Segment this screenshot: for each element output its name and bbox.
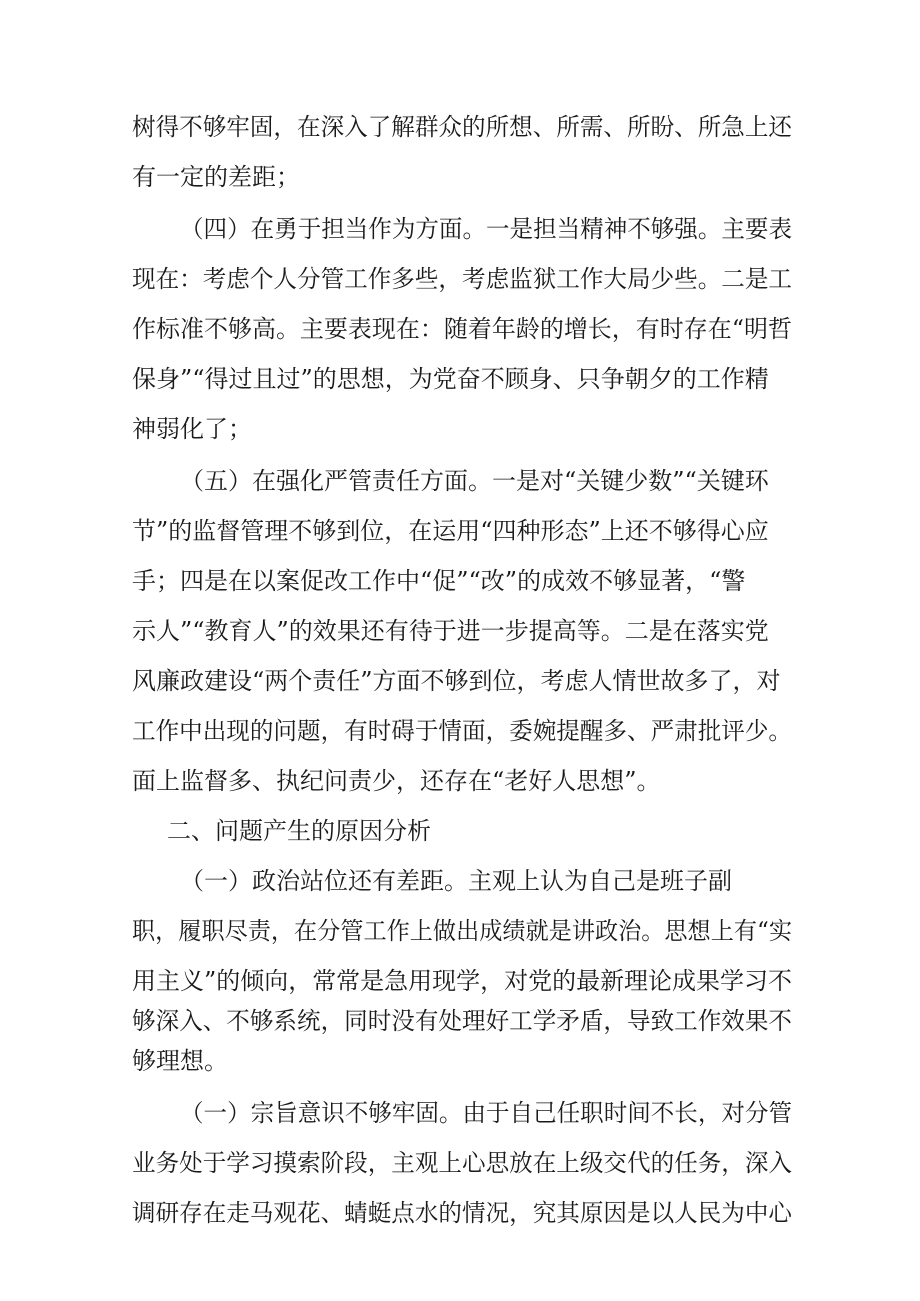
text-line: （四）在勇于担当作为方面。一是担当精神不够强。主要表 xyxy=(180,215,792,243)
text-line: 够理想。 xyxy=(132,1047,228,1075)
text-line: 神弱化了； xyxy=(132,415,252,443)
text-line: 职，履职尽责，在分管工作上做出成绩就是讲政治。思想上有“实 xyxy=(132,917,792,945)
text-line: （一）宗旨意识不够牢固。由于自己任职时间不长，对分管 xyxy=(180,1099,792,1127)
text-line: 有一定的差距； xyxy=(132,163,300,191)
text-line: 现在：考虑个人分管工作多些，考虑监狱工作大局少些。二是工 xyxy=(132,265,792,293)
text-line: 保身”“得过且过”的思想，为党奋不顾身、只争朝夕的工作精 xyxy=(132,365,769,393)
text-line: 示人”“教育人”的效果还有待于进一步提高等。二是在落实党 xyxy=(132,617,769,645)
text-line: 节”的监督管理不够到位，在运用“四种形态”上还不够得心应 xyxy=(132,517,769,545)
text-line: 用主义”的倾向，常常是急用现学，对党的最新理论成果学习不 xyxy=(132,967,792,995)
text-line: 工作中出现的问题，有时碍于情面，委婉提醒多、严肃批评少。 xyxy=(132,717,792,745)
text-line: 够深入、不够系统，同时没有处理好工学矛盾，导致工作效果不 xyxy=(132,1007,792,1035)
text-line: 风廉政建设“两个责任”方面不够到位，考虑人情世故多了，对 xyxy=(132,667,781,695)
text-line: （一）政治站位还有差距。主观上认为自己是班子副 xyxy=(180,867,732,895)
text-line: （五）在强化严管责任方面。一是对“关键少数”“关键环 xyxy=(180,467,769,495)
text-line: 面上监督多、执纪问责少，还存在“老好人思想”。 xyxy=(132,767,661,795)
text-line: 调研存在走马观花、蜻蜓点水的情况，究其原因是以人民为中心 xyxy=(132,1199,792,1227)
text-line: 业务处于学习摸索阶段，主观上心思放在上级交代的任务，深入 xyxy=(132,1149,792,1177)
text-line: 手；四是在以案促改工作中“促”“改”的成效不够显著，“警 xyxy=(132,567,746,595)
text-line: 作标准不够高。主要表现在：随着年龄的增长，有时存在“明哲 xyxy=(132,315,792,343)
section-heading: 二、问题产生的原因分析 xyxy=(167,817,431,845)
text-line: 树得不够牢固，在深入了解群众的所想、所需、所盼、所急上还 xyxy=(132,113,792,141)
